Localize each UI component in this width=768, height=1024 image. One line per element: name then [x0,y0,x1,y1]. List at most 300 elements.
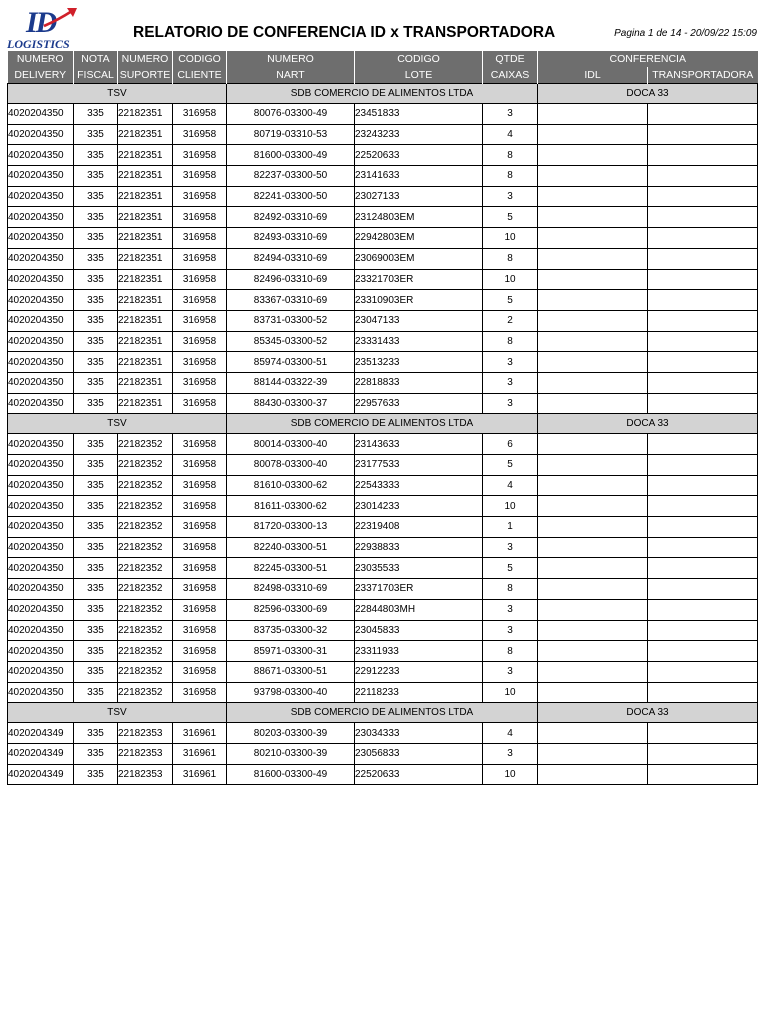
lote-code: 23047133 [355,310,483,331]
cliente-code: 316958 [173,124,227,145]
delivery-number: 4020204350 [8,537,74,558]
nota-fiscal: 335 [74,723,118,744]
col-subheader-idl: IDL [538,67,648,84]
col-subheader-transportadora: TRANSPORTADORA [648,67,758,84]
suporte-number: 22182352 [118,599,173,620]
delivery-number: 4020204349 [8,743,74,764]
conferencia-transportadora-cell[interactable] [648,434,758,455]
table-row [8,764,758,785]
conferencia-idl-cell[interactable] [538,661,648,682]
delivery-number: 4020204350 [8,104,74,125]
lote-code: 23243233 [355,124,483,145]
col-subheader-cliente: CLIENTE [173,67,227,84]
conferencia-transportadora-cell[interactable] [648,517,758,538]
conferencia-idl-cell[interactable] [538,124,648,145]
cliente-code: 316958 [173,310,227,331]
conferencia-transportadora-cell[interactable] [648,269,758,290]
delivery-number: 4020204350 [8,124,74,145]
conferencia-transportadora-cell[interactable] [648,475,758,496]
suporte-number: 22182351 [118,145,173,166]
cliente-code: 316958 [173,599,227,620]
cliente-code: 316958 [173,517,227,538]
table-row [8,207,758,228]
conferencia-idl-cell[interactable] [538,682,648,703]
table-row [8,124,758,145]
nart-number: 82492-03310-69 [227,207,355,228]
lote-code: 22543333 [355,475,483,496]
nart-number: 82240-03300-51 [227,537,355,558]
conferencia-transportadora-cell[interactable] [648,228,758,249]
cliente-code: 316958 [173,145,227,166]
nart-number: 85345-03300-52 [227,331,355,352]
group-customer: SDB COMERCIO DE ALIMENTOS LTDA [227,414,538,434]
conferencia-idl-cell[interactable] [538,269,648,290]
cliente-code: 316958 [173,455,227,476]
conferencia-idl-cell[interactable] [538,641,648,662]
suporte-number: 22182352 [118,579,173,600]
qtde-caixas: 5 [483,207,538,228]
group-carrier: TSV [8,703,227,723]
conferencia-transportadora-cell[interactable] [648,723,758,744]
nota-fiscal: 335 [74,558,118,579]
cliente-code: 316958 [173,393,227,414]
col-header-conferencia: CONFERENCIA [538,51,758,67]
conferencia-transportadora-cell[interactable] [648,145,758,166]
suporte-number: 22182352 [118,558,173,579]
lote-code: 22844803MH [355,599,483,620]
nota-fiscal: 335 [74,104,118,125]
nart-number: 82237-03300-50 [227,166,355,187]
table-row [8,269,758,290]
conferencia-transportadora-cell[interactable] [648,372,758,393]
cliente-code: 316958 [173,496,227,517]
group-customer: SDB COMERCIO DE ALIMENTOS LTDA [227,84,538,104]
nota-fiscal: 335 [74,620,118,641]
table-row [8,599,758,620]
conferencia-idl-cell[interactable] [538,228,648,249]
suporte-number: 22182351 [118,352,173,373]
col-header-numero-suporte: NUMERO [118,51,173,67]
cliente-code: 316961 [173,764,227,785]
conferencia-transportadora-cell[interactable] [648,248,758,269]
qtde-caixas: 2 [483,310,538,331]
lote-code: 23014233 [355,496,483,517]
qtde-caixas: 3 [483,537,538,558]
nart-number: 80210-03300-39 [227,743,355,764]
group-customer: SDB COMERCIO DE ALIMENTOS LTDA [227,703,538,723]
col-header-numero-nart: NUMERO [227,51,355,67]
group-header-row [8,414,758,434]
lote-code: 22938833 [355,537,483,558]
conferencia-idl-cell[interactable] [538,290,648,311]
cliente-code: 316961 [173,743,227,764]
table-row [8,145,758,166]
cliente-code: 316958 [173,682,227,703]
suporte-number: 22182352 [118,661,173,682]
qtde-caixas: 10 [483,269,538,290]
nota-fiscal: 335 [74,434,118,455]
lote-code: 23451833 [355,104,483,125]
nart-number: 82493-03310-69 [227,228,355,249]
col-header-codigo-lote: CODIGO [355,51,483,67]
conferencia-transportadora-cell[interactable] [648,166,758,187]
delivery-number: 4020204350 [8,372,74,393]
cliente-code: 316958 [173,207,227,228]
lote-code: 23143633 [355,434,483,455]
lote-code: 23321703ER [355,269,483,290]
nota-fiscal: 335 [74,124,118,145]
table-row [8,723,758,744]
conferencia-transportadora-cell[interactable] [648,641,758,662]
conferencia-idl-cell[interactable] [538,207,648,228]
group-dock: DOCA 33 [538,84,758,104]
conferencia-idl-cell[interactable] [538,743,648,764]
suporte-number: 22182353 [118,764,173,785]
conferencia-idl-cell[interactable] [538,393,648,414]
qtde-caixas: 10 [483,682,538,703]
qtde-caixas: 1 [483,517,538,538]
lote-code: 22912233 [355,661,483,682]
suporte-number: 22182351 [118,290,173,311]
conferencia-idl-cell[interactable] [538,537,648,558]
conferencia-transportadora-cell[interactable] [648,558,758,579]
conferencia-transportadora-cell[interactable] [648,537,758,558]
lote-code: 22118233 [355,682,483,703]
nart-number: 81611-03300-62 [227,496,355,517]
conferencia-idl-cell[interactable] [538,475,648,496]
qtde-caixas: 3 [483,393,538,414]
nart-number: 93798-03300-40 [227,682,355,703]
lote-code: 23027133 [355,186,483,207]
suporte-number: 22182351 [118,104,173,125]
conferencia-transportadora-cell[interactable] [648,186,758,207]
qtde-caixas: 3 [483,620,538,641]
suporte-number: 22182352 [118,496,173,517]
col-header-qtde-caixas: QTDE [483,51,538,67]
col-subheader-caixas: CAIXAS [483,67,538,84]
cliente-code: 316958 [173,475,227,496]
nart-number: 80203-03300-39 [227,723,355,744]
nart-number: 85974-03300-51 [227,352,355,373]
col-header-nota-fiscal: NOTA [74,51,118,67]
lote-code: 23056833 [355,743,483,764]
table-row [8,682,758,703]
nart-number: 82498-03310-69 [227,579,355,600]
table-row [8,186,758,207]
conferencia-transportadora-cell[interactable] [648,579,758,600]
table-row [8,166,758,187]
conferencia-idl-cell[interactable] [538,352,648,373]
suporte-number: 22182352 [118,620,173,641]
delivery-number: 4020204350 [8,682,74,703]
conferencia-transportadora-cell[interactable] [648,682,758,703]
qtde-caixas: 3 [483,352,538,373]
nota-fiscal: 335 [74,682,118,703]
lote-code: 23034333 [355,723,483,744]
col-subheader-suporte: SUPORTE [118,67,173,84]
lote-code: 23371703ER [355,579,483,600]
lote-code: 23331433 [355,331,483,352]
qtde-caixas: 5 [483,558,538,579]
qtde-caixas: 8 [483,166,538,187]
conferencia-idl-cell[interactable] [538,620,648,641]
nota-fiscal: 335 [74,186,118,207]
suporte-number: 22182351 [118,269,173,290]
conferencia-idl-cell[interactable] [538,599,648,620]
col-subheader-delivery: DELIVERY [8,67,74,84]
nota-fiscal: 335 [74,207,118,228]
nart-number: 81720-03300-13 [227,517,355,538]
cliente-code: 316958 [173,269,227,290]
nota-fiscal: 335 [74,537,118,558]
nart-number: 81600-03300-49 [227,145,355,166]
page-info: Pagina 1 de 14 - 20/09/22 15:09 [614,28,757,39]
nart-number: 82241-03300-50 [227,186,355,207]
nota-fiscal: 335 [74,228,118,249]
suporte-number: 22182351 [118,166,173,187]
nota-fiscal: 335 [74,372,118,393]
qtde-caixas: 3 [483,661,538,682]
delivery-number: 4020204350 [8,599,74,620]
lote-code: 23311933 [355,641,483,662]
suporte-number: 22182352 [118,455,173,476]
qtde-caixas: 10 [483,764,538,785]
delivery-number: 4020204350 [8,455,74,476]
table-row [8,579,758,600]
qtde-caixas: 5 [483,455,538,476]
qtde-caixas: 8 [483,331,538,352]
col-subheader-lote: LOTE [355,67,483,84]
suporte-number: 22182351 [118,228,173,249]
nota-fiscal: 335 [74,764,118,785]
qtde-caixas: 4 [483,475,538,496]
qtde-caixas: 3 [483,372,538,393]
qtde-caixas: 10 [483,228,538,249]
delivery-number: 4020204350 [8,475,74,496]
delivery-number: 4020204350 [8,207,74,228]
nart-number: 88430-03300-37 [227,393,355,414]
group-header-row [8,84,758,104]
table-row [8,248,758,269]
table-row [8,372,758,393]
lote-code: 23045833 [355,620,483,641]
conferencia-idl-cell[interactable] [538,558,648,579]
nota-fiscal: 335 [74,393,118,414]
cliente-code: 316958 [173,248,227,269]
suporte-number: 22182352 [118,641,173,662]
table-row [8,331,758,352]
delivery-number: 4020204350 [8,620,74,641]
conferencia-idl-cell[interactable] [538,434,648,455]
delivery-number: 4020204349 [8,764,74,785]
nota-fiscal: 335 [74,145,118,166]
conferencia-transportadora-cell[interactable] [648,599,758,620]
nart-number: 81610-03300-62 [227,475,355,496]
lote-code: 23124803EM [355,207,483,228]
suporte-number: 22182352 [118,517,173,538]
nota-fiscal: 335 [74,579,118,600]
nart-number: 85971-03300-31 [227,641,355,662]
cliente-code: 316958 [173,372,227,393]
nart-number: 83731-03300-52 [227,310,355,331]
conferencia-idl-cell[interactable] [538,331,648,352]
nota-fiscal: 335 [74,475,118,496]
conferencia-transportadora-cell[interactable] [648,104,758,125]
conferencia-idl-cell[interactable] [538,496,648,517]
nart-number: 82245-03300-51 [227,558,355,579]
qtde-caixas: 3 [483,186,538,207]
table-row [8,620,758,641]
conferencia-transportadora-cell[interactable] [648,620,758,641]
qtde-caixas: 8 [483,641,538,662]
conferencia-transportadora-cell[interactable] [648,124,758,145]
nart-number: 88671-03300-51 [227,661,355,682]
nota-fiscal: 335 [74,166,118,187]
table-row [8,455,758,476]
delivery-number: 4020204350 [8,248,74,269]
conferencia-transportadora-cell[interactable] [648,455,758,476]
qtde-caixas: 10 [483,496,538,517]
delivery-number: 4020204350 [8,310,74,331]
cliente-code: 316958 [173,104,227,125]
qtde-caixas: 4 [483,124,538,145]
conferencia-idl-cell[interactable] [538,248,648,269]
cliente-code: 316958 [173,331,227,352]
conferencia-transportadora-cell[interactable] [648,393,758,414]
nart-number: 82596-03300-69 [227,599,355,620]
logo-arrow-icon [40,6,80,30]
nota-fiscal: 335 [74,641,118,662]
delivery-number: 4020204350 [8,290,74,311]
nart-number: 82496-03310-69 [227,269,355,290]
delivery-number: 4020204350 [8,558,74,579]
col-subheader-nart: NART [227,67,355,84]
qtde-caixas: 3 [483,599,538,620]
conferencia-idl-cell[interactable] [538,579,648,600]
table-row [8,228,758,249]
table-body [8,84,758,785]
lote-code: 22818833 [355,372,483,393]
lote-code: 22957633 [355,393,483,414]
nota-fiscal: 335 [74,661,118,682]
cliente-code: 316958 [173,579,227,600]
table-row [8,475,758,496]
conferencia-transportadora-cell[interactable] [648,743,758,764]
table-row [8,434,758,455]
cliente-code: 316958 [173,352,227,373]
cliente-code: 316958 [173,186,227,207]
conferencia-idl-cell[interactable] [538,764,648,785]
suporte-number: 22182352 [118,537,173,558]
suporte-number: 22182351 [118,372,173,393]
cliente-code: 316958 [173,290,227,311]
conferencia-transportadora-cell[interactable] [648,661,758,682]
cliente-code: 316958 [173,434,227,455]
group-carrier: TSV [8,414,227,434]
page-title: RELATORIO DE CONFERENCIA ID x TRANSPORTADORA [133,24,556,41]
table-row [8,352,758,373]
lote-code: 22520633 [355,145,483,166]
table-row [8,558,758,579]
nota-fiscal: 335 [74,269,118,290]
lote-code: 22319408 [355,517,483,538]
nart-number: 80014-03300-40 [227,434,355,455]
group-carrier: TSV [8,84,227,104]
conference-table [7,51,758,785]
delivery-number: 4020204350 [8,517,74,538]
lote-code: 22520633 [355,764,483,785]
nota-fiscal: 335 [74,517,118,538]
conferencia-idl-cell[interactable] [538,372,648,393]
conferencia-transportadora-cell[interactable] [648,496,758,517]
conferencia-idl-cell[interactable] [538,166,648,187]
lote-code: 22942803EM [355,228,483,249]
cliente-code: 316958 [173,641,227,662]
conferencia-transportadora-cell[interactable] [648,207,758,228]
suporte-number: 22182352 [118,682,173,703]
conferencia-transportadora-cell[interactable] [648,331,758,352]
table-row [8,517,758,538]
logo-text: LOGISTICS [7,37,70,51]
suporte-number: 22182351 [118,331,173,352]
table-row [8,290,758,311]
conferencia-idl-cell[interactable] [538,186,648,207]
conferencia-idl-cell[interactable] [538,455,648,476]
nota-fiscal: 335 [74,248,118,269]
delivery-number: 4020204350 [8,434,74,455]
conferencia-idl-cell[interactable] [538,723,648,744]
nart-number: 82494-03310-69 [227,248,355,269]
suporte-number: 22182351 [118,207,173,228]
nota-fiscal: 335 [74,455,118,476]
suporte-number: 22182351 [118,124,173,145]
lote-code: 23035533 [355,558,483,579]
nota-fiscal: 335 [74,331,118,352]
conferencia-idl-cell[interactable] [538,104,648,125]
nart-number: 83735-03300-32 [227,620,355,641]
logo-mark: ID [26,6,56,39]
conferencia-idl-cell[interactable] [538,517,648,538]
conferencia-idl-cell[interactable] [538,145,648,166]
lote-code: 23513233 [355,352,483,373]
qtde-caixas: 4 [483,723,538,744]
cliente-code: 316958 [173,537,227,558]
cliente-code: 316961 [173,723,227,744]
col-subheader-fiscal: FISCAL [74,67,118,84]
nota-fiscal: 335 [74,743,118,764]
conferencia-idl-cell[interactable] [538,310,648,331]
suporte-number: 22182351 [118,393,173,414]
nart-number: 83367-03310-69 [227,290,355,311]
suporte-number: 22182353 [118,743,173,764]
cliente-code: 316958 [173,166,227,187]
delivery-number: 4020204350 [8,661,74,682]
conferencia-transportadora-cell[interactable] [648,310,758,331]
delivery-number: 4020204350 [8,579,74,600]
cliente-code: 316958 [173,661,227,682]
cliente-code: 316958 [173,620,227,641]
delivery-number: 4020204350 [8,145,74,166]
qtde-caixas: 6 [483,434,538,455]
delivery-number: 4020204350 [8,331,74,352]
conferencia-transportadora-cell[interactable] [648,352,758,373]
nota-fiscal: 335 [74,310,118,331]
lote-code: 23310903ER [355,290,483,311]
conferencia-transportadora-cell[interactable] [648,290,758,311]
company-logo [6,8,78,52]
nota-fiscal: 335 [74,599,118,620]
conferencia-transportadora-cell[interactable] [648,764,758,785]
